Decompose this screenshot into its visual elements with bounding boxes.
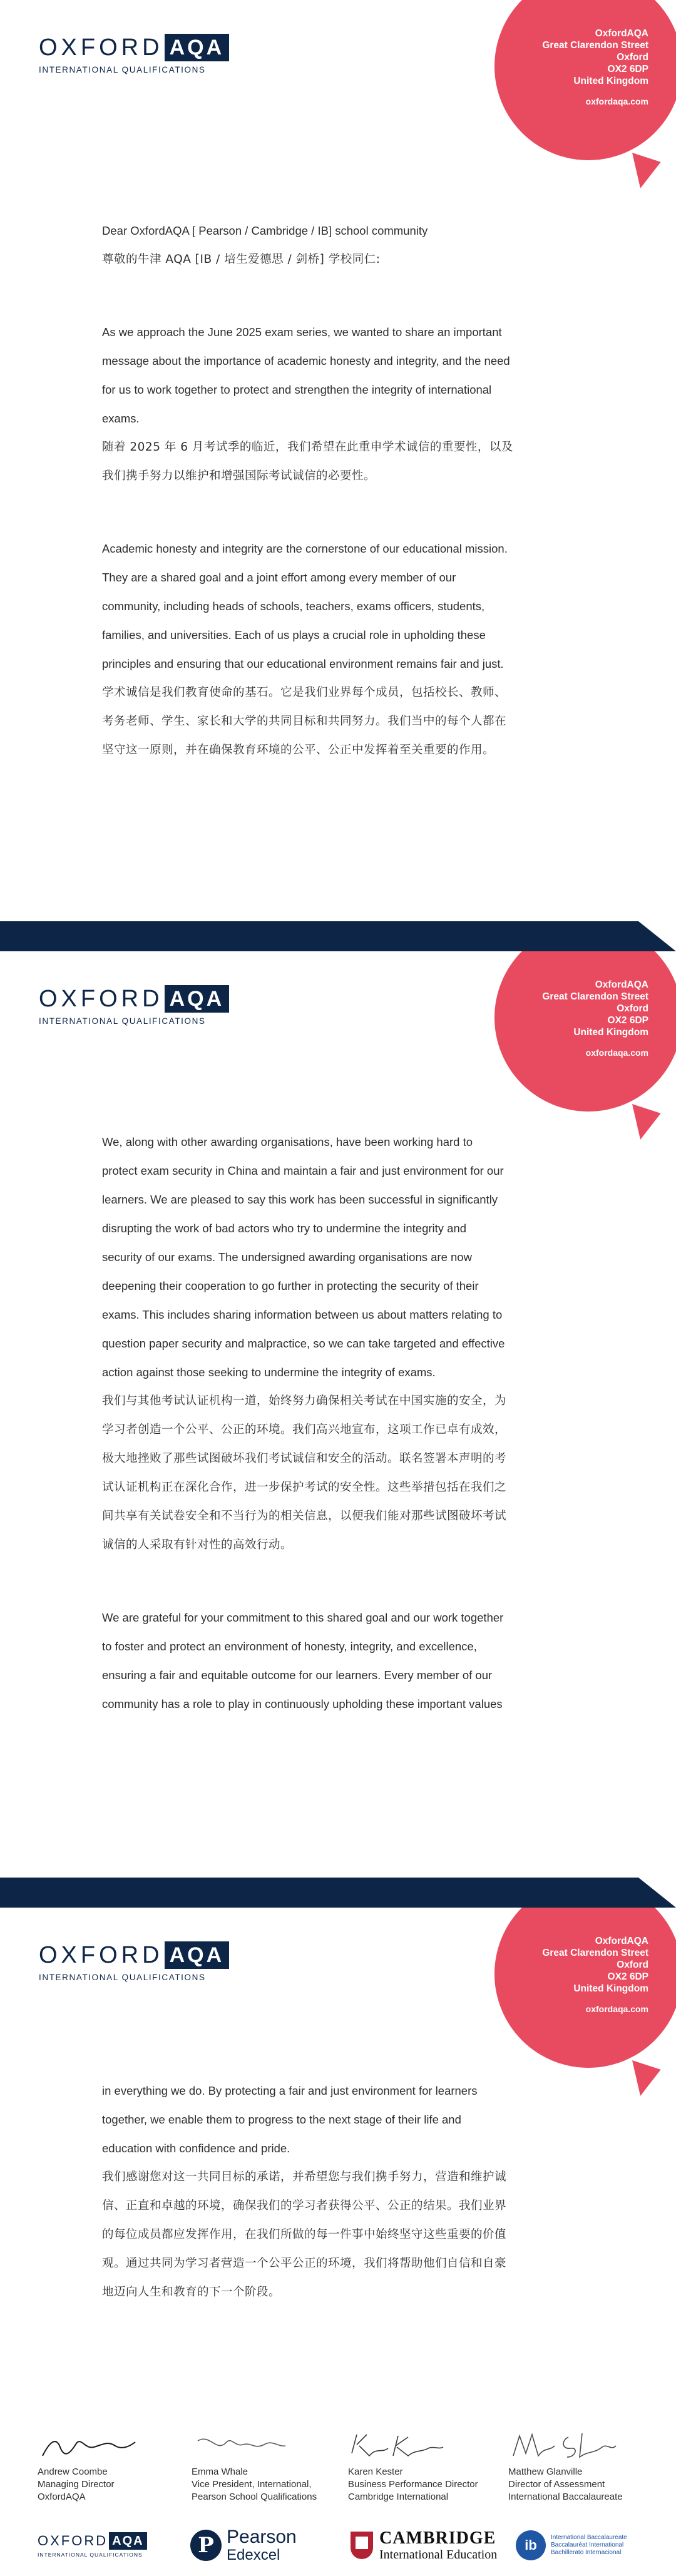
para4-cont-en-line: together, we enable them to progress to the next stage of their life and: [102, 2113, 461, 2126]
para2-en-line: Academic honesty and integrity are the cornerstone of our educational mission.: [102, 542, 508, 555]
logo-oxford-text: OXFORD: [39, 986, 163, 1012]
signatory-org: OxfordAQA: [38, 2492, 86, 2502]
pearson-name: Pearson: [227, 2527, 297, 2547]
address-block: [542, 1935, 648, 2015]
signatory-title: Vice President, International,: [192, 2479, 312, 2490]
para1-en-line: message about the importance of academic honesty and integrity, and the need: [102, 354, 510, 367]
para4-cont-en-line: in everything we do. By protecting a fair and just environment for learners: [102, 2084, 478, 2097]
oxfordaqa-logo: [39, 34, 239, 78]
para4-zh-line: 的每位成员都应发挥作用，在我们所做的每一件事中始终坚守这些重要的价值: [102, 2228, 507, 2241]
page-divider: [0, 1878, 676, 1908]
oxfordaqa-footer-logo: [38, 2532, 147, 2576]
address-line: Oxford: [617, 52, 648, 63]
handwritten-signature-icon: [38, 2428, 150, 2462]
cambridge-sub: International Education: [379, 2548, 498, 2562]
salutation-zh: 尊敬的牛津 AQA [IB / 培生爱德思 / 剑桥] 学校同仁:: [102, 253, 381, 266]
address-line: Oxford: [617, 1960, 648, 1970]
signatory-name: Andrew Coombe: [38, 2466, 108, 2477]
para3-en-line: disrupting the work of bad actors who try to undermine the integrity and: [102, 1222, 467, 1235]
para2-en-line: principles and ensuring that our educational environment remains fair and just.: [102, 657, 504, 670]
pearson-p-icon: P: [190, 2530, 222, 2561]
para3-en-line: exams. This includes sharing information between us about matters relating to: [102, 1308, 503, 1321]
cambridge-name: CAMBRIDGE: [379, 2528, 496, 2548]
signatory-title: Business Performance Director: [348, 2479, 478, 2490]
logo-aqa-text: AQA: [109, 2532, 146, 2550]
para3-zh-line: 间共享有关试卷安全和不当行为的相关信息，以便我们能对那些试图破坏考试: [102, 1510, 507, 1523]
para3-en-line: deepening their cooperation to go further in protecting the security of their: [102, 1279, 479, 1292]
logo-subtitle: INTERNATIONAL QUALIFICATIONS: [39, 1973, 206, 1982]
ib-line: Baccalauréat International: [551, 2542, 624, 2548]
para1-en-line: As we approach the June 2025 exam series, we wanted to share an important: [102, 325, 502, 339]
signatory-org: Cambridge International: [348, 2492, 449, 2502]
para3-en-line: question paper security and malpractice, so we can take targeted and effective: [102, 1337, 505, 1350]
para3-zh-line: 极大地挫败了那些试图破坏我们考试诚信和安全的活动。联名签署本声明的考: [102, 1452, 507, 1465]
para4-zh-line: 我们感谢您对这一共同目标的承诺，并希望您与我们携手努力，营造和维护诚: [102, 2170, 507, 2184]
para4-zh-line: 信、正直和卓越的环境，确保我们的学习者获得公平、公正的结果。我们业界: [102, 2199, 507, 2212]
address-line: OX2 6DP: [607, 64, 648, 74]
ib-logo: [516, 2523, 627, 2567]
signatory-name: Emma Whale: [192, 2466, 248, 2477]
signatory-ib: [508, 2428, 658, 2503]
para2-zh-line: 考务老师、学生、家长和大学的共同目标和共同努力。我们当中的每个人都在: [102, 715, 507, 728]
cambridge-logo: [351, 2523, 497, 2567]
para2-zh-line: 坚守这一原则，并在确保教育环境的公平、公正中发挥着至关重要的作用。: [102, 744, 495, 757]
pearson-sub: Edexcel: [227, 2547, 280, 2563]
signatory-oxfordaqa: [38, 2428, 188, 2503]
address-line: United Kingdom: [573, 76, 648, 86]
ib-mark-icon: ib: [516, 2530, 546, 2560]
para2-en-line: community, including heads of schools, teachers, exams officers, students,: [102, 600, 485, 613]
para1-en-line: for us to work together to protect and strengthen the integrity of international: [102, 383, 492, 396]
signatory-cambridge: [348, 2428, 498, 2503]
para4-en-line: community has a role to play in continuously upholding these important values: [102, 1697, 503, 1710]
website-link[interactable]: oxfordaqa.com: [585, 96, 648, 106]
signatures: [38, 2428, 638, 2503]
para3-en-line: learners. We are pleased to say this work has been successful in significantly: [102, 1193, 498, 1206]
logo-aqa-text: AQA: [165, 985, 230, 1013]
signatory-pearson: [192, 2428, 342, 2503]
cambridge-shield-icon: [351, 2532, 373, 2559]
address-bubble-tail: [623, 2060, 661, 2099]
address-block: [542, 979, 648, 1059]
handwritten-signature-icon: [508, 2428, 621, 2462]
logo-oxford-text: OXFORD: [39, 1942, 163, 1968]
address-line: Great Clarendon Street: [542, 40, 648, 51]
awarding-organisation-logos: [38, 2523, 638, 2567]
pearson-edexcel-logo: [190, 2523, 297, 2567]
letter-page-2: [0, 951, 676, 1878]
oxfordaqa-logo: [39, 985, 239, 1029]
para1-zh-line: 随着 2025 年 6 月考试季的临近，我们希望在此重申学术诚信的重要性，以及: [102, 441, 513, 454]
handwritten-signature-icon: [348, 2428, 461, 2462]
address-line: Great Clarendon Street: [542, 1948, 648, 1958]
signatory-title: Managing Director: [38, 2479, 115, 2490]
para4-zh-line: 地迈向人生和教育的下一个阶段。: [102, 2286, 281, 2299]
para1-en-line: exams.: [102, 412, 140, 425]
logo-subtitle: INTERNATIONAL QUALIFICATIONS: [38, 2552, 143, 2558]
oxfordaqa-logo: [39, 1941, 239, 1985]
signatory-org: Pearson School Qualifications: [192, 2492, 317, 2502]
address-line: United Kingdom: [573, 1027, 648, 1038]
website-link[interactable]: oxfordaqa.com: [585, 2004, 648, 2014]
logo-aqa-text: AQA: [165, 1941, 230, 1969]
para4-en-line: We are grateful for your commitment to this shared goal and our work together: [102, 1611, 504, 1624]
address-line: OxfordAQA: [595, 979, 648, 990]
para3-en-line: We, along with other awarding organisations, have been working hard to: [102, 1135, 473, 1148]
para3-zh-line: 试认证机构正在深化合作，进一步保护考试的安全性。这些举措包括在我们之: [102, 1481, 507, 1494]
para4-cont-en-line: education with confidence and pride.: [102, 2142, 290, 2155]
ib-line: Bachillerato Internacional: [551, 2549, 622, 2556]
address-line: Oxford: [617, 1003, 648, 1014]
page-divider: [0, 921, 676, 951]
logo-oxford-text: OXFORD: [39, 34, 163, 61]
logo-aqa-text: AQA: [165, 34, 230, 61]
ib-line: International Baccalaureate: [551, 2534, 627, 2541]
para2-en-line: They are a shared goal and a joint effort among every member of our: [102, 571, 456, 584]
address-block: [542, 28, 648, 108]
para3-zh-line: 诚信的人采取有针对性的高效行动。: [102, 1538, 293, 1551]
para4-en-line: ensuring a fair and equitable outcome for our learners. Every member of our: [102, 1669, 493, 1682]
signatory-name: Karen Kester: [348, 2466, 403, 2477]
address-bubble-tail: [623, 1104, 661, 1143]
para4-en-line: to foster and protect an environment of honesty, integrity, and excellence,: [102, 1640, 477, 1653]
salutation-en: Dear OxfordAQA [ Pearson / Cambridge / IB] school community: [102, 224, 428, 237]
letter-page-1: [0, 0, 676, 921]
address-line: OxfordAQA: [595, 1936, 648, 1946]
para2-zh-line: 学术诚信是我们教育使命的基石。它是我们业界每个成员，包括校长、教师、: [102, 686, 507, 699]
para4-zh-line: 观。通过共同为学习者营造一个公平公正的环境，我们将帮助他们自信和自豪: [102, 2257, 507, 2270]
para3-zh-line: 我们与其他考试认证机构一道，始终努力确保相关考试在中国实施的安全，为: [102, 1394, 507, 1408]
page2-body: [102, 1128, 578, 1719]
address-line: Great Clarendon Street: [542, 991, 648, 1002]
para3-en-line: action against those seeking to undermine the integrity of exams.: [102, 1366, 436, 1379]
signatory-org: International Baccalaureate: [508, 2492, 623, 2502]
para3-en-line: protect exam security in China and maintain a fair and just environment for our: [102, 1164, 504, 1177]
page1-body: [102, 217, 578, 765]
address-line: United Kingdom: [573, 1983, 648, 1994]
address-bubble-tail: [623, 153, 661, 192]
logo-oxford-text: OXFORD: [38, 2533, 108, 2548]
handwritten-signature-icon: [192, 2428, 304, 2462]
para2-en-line: families, and universities. Each of us plays a crucial role in upholding these: [102, 628, 486, 641]
address-line: OX2 6DP: [607, 1971, 648, 1982]
page3-body: [102, 2077, 578, 2307]
para1-zh-line: 我们携手努力以维护和增强国际考试诚信的必要性。: [102, 469, 376, 483]
signatory-title: Director of Assessment: [508, 2479, 605, 2490]
para3-en-line: security of our exams. The undersigned awarding organisations are now: [102, 1250, 472, 1264]
website-link[interactable]: oxfordaqa.com: [585, 1048, 648, 1058]
para3-zh-line: 学习者创造一个公平、公正的环境。我们高兴地宣布，这项工作已卓有成效，: [102, 1423, 507, 1436]
logo-subtitle: INTERNATIONAL QUALIFICATIONS: [39, 65, 206, 74]
signatory-name: Matthew Glanville: [508, 2466, 583, 2477]
address-line: OxfordAQA: [595, 28, 648, 39]
address-line: OX2 6DP: [607, 1015, 648, 1026]
logo-subtitle: INTERNATIONAL QUALIFICATIONS: [39, 1016, 206, 1026]
